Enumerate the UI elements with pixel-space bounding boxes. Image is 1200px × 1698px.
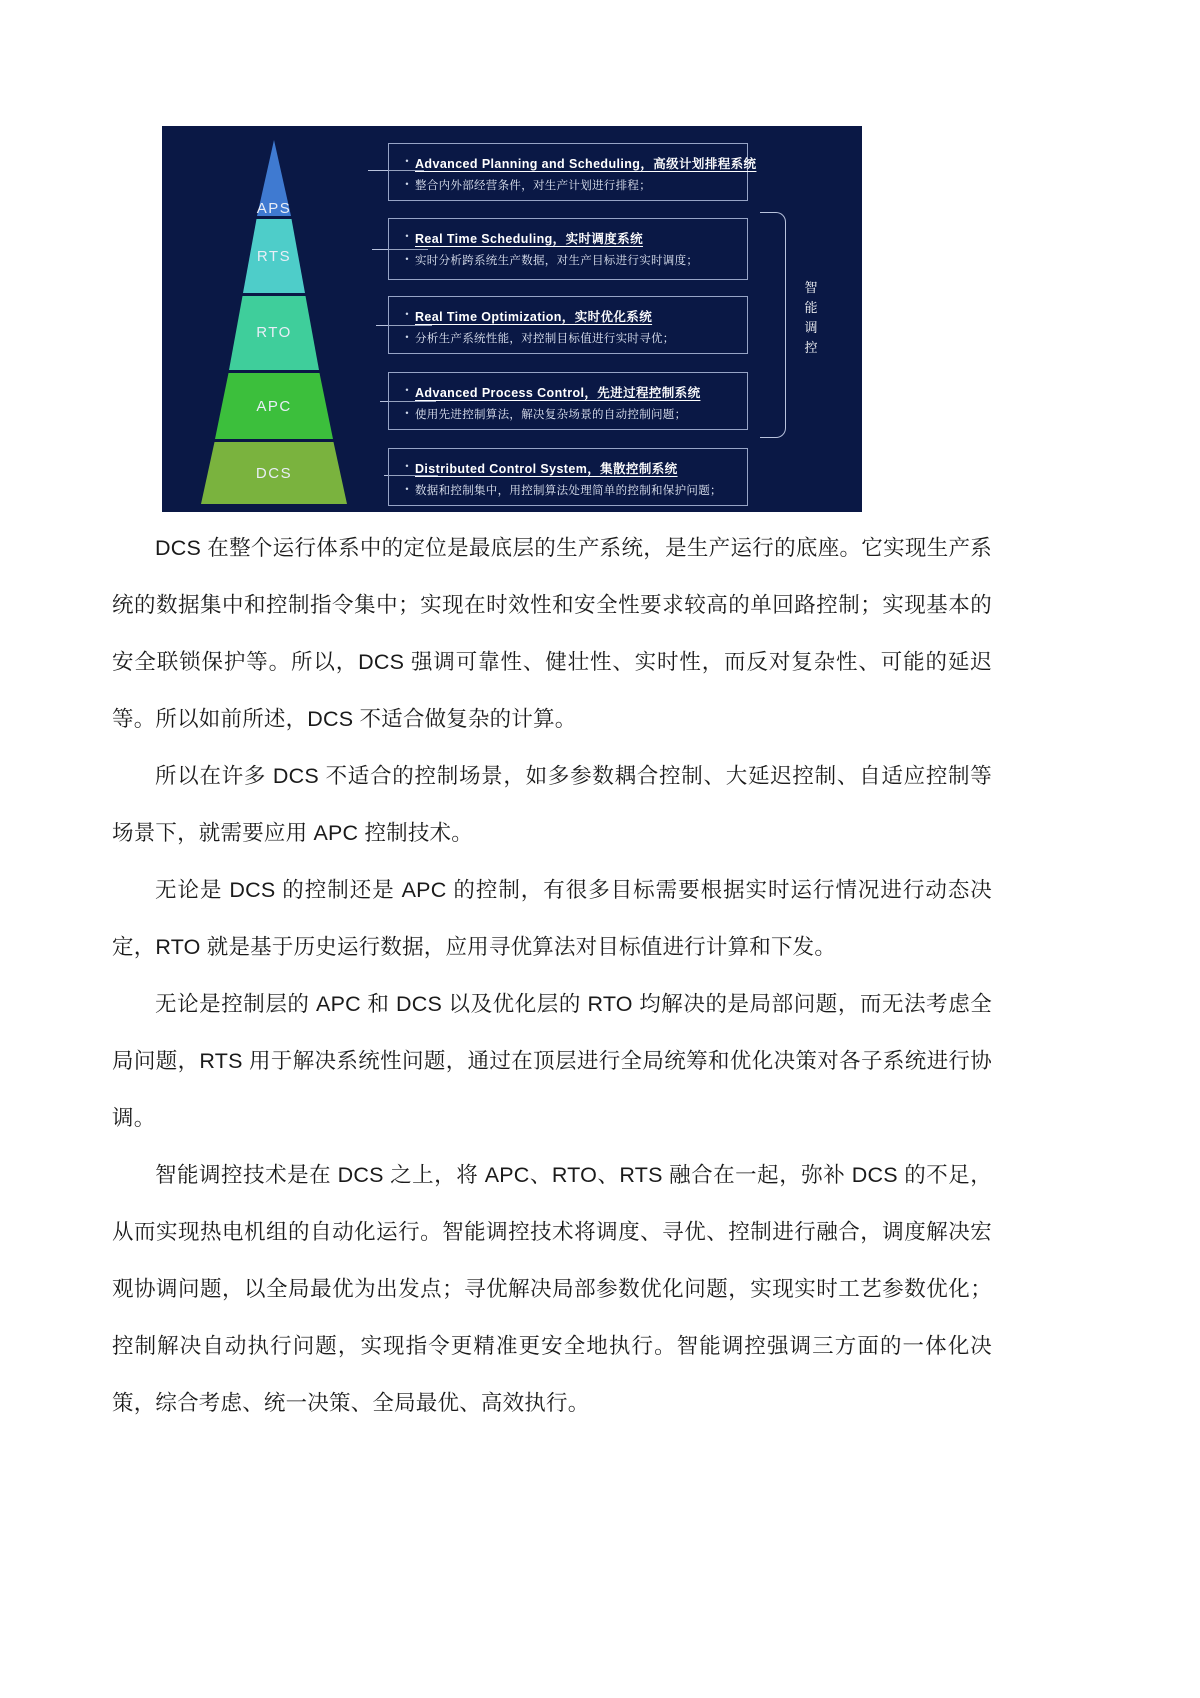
- bullet-icon: •: [405, 484, 409, 494]
- bullet-icon: •: [405, 332, 409, 342]
- pyramid-label-rts: RTS: [256, 248, 292, 265]
- callout-box-dcs: [388, 448, 748, 506]
- callout-description: 分析生产系统性能，对控制目标值进行实时寻优；: [415, 333, 675, 345]
- callout-desc-row: [399, 330, 737, 346]
- pyramid-graphic: [174, 134, 374, 506]
- pyramid-label-aps: APS: [256, 200, 292, 217]
- callout-desc-row: [399, 406, 737, 422]
- pyramid-tier-dcs: [201, 442, 347, 504]
- callout-desc-row: [399, 482, 737, 498]
- callout-description: 数据和控制集中，用控制算法处理简单的控制和保护问题；: [415, 485, 722, 497]
- bullet-icon: •: [405, 385, 409, 395]
- pyramid-label-dcs: DCS: [255, 465, 293, 482]
- callout-description: 整合内外部经营条件，对生产计划进行排程；: [415, 180, 651, 192]
- callout-title-row: [399, 383, 737, 401]
- bullet-icon: •: [405, 408, 409, 418]
- paragraph-5: 智能调控技术是在 DCS 之上，将 APC、RTO、RTS 融合在一起，弥补 DCS 的不足，从而实现热电机组的自动化运行。智能调控技术将调度、寻优、控制进行融合，调度解决宏观协调问题，以全局最优为出发点；寻优解决局部参数优化问题，实现实时工艺参数优化；控制解决自动执行问题，实现指令更精准更安全地执行。智能调控强调三方面的一体化决策，综合考虑、统一决策、全局最优、高效执行。: [112, 1163, 992, 1415]
- callout-title-row: [399, 229, 737, 247]
- callout-description: 使用先进控制算法，解决复杂场景的自动控制问题；: [415, 409, 687, 421]
- bullet-icon: •: [405, 231, 409, 241]
- pyramid-tier-rts: [243, 219, 305, 293]
- callout-description: 实时分析跨系统生产数据，对生产目标进行实时调度；: [415, 255, 699, 267]
- bullet-icon: •: [405, 461, 409, 471]
- callout-title-row: [399, 154, 757, 172]
- callout-box-rto: [388, 296, 748, 354]
- bullet-icon: •: [405, 254, 409, 264]
- callout-title-row: [399, 307, 737, 325]
- article-body: [112, 520, 992, 1432]
- callout-box-apc: [388, 372, 748, 430]
- paragraph-1: DCS 在整个运行体系中的定位是最底层的生产系统，是生产运行的底座。它实现生产系统的数据集中和控制指令集中；实现在时效性和安全性要求较高的单回路控制；实现基本的安全联锁保护等。所以，DCS 强调可靠性、健壮性、实时性，而反对复杂性、可能的延迟等。所以如前所述，DCS 不适合做复杂的计算。: [112, 536, 992, 731]
- callout-box-aps: [388, 143, 757, 201]
- bullet-icon: •: [405, 309, 409, 319]
- callout-desc-row: [399, 252, 737, 268]
- group-caption: [800, 278, 822, 358]
- pyramid-tier-aps: [257, 140, 291, 216]
- callout-title: Advanced Process Control，先进过程控制系统: [415, 386, 701, 400]
- pyramid-figure: [162, 126, 862, 512]
- group-caption-text: 智 能 调 控: [804, 280, 818, 355]
- callout-title: Advanced Planning and Scheduling，高级计划排程系统: [415, 157, 757, 171]
- callout-desc-row: [399, 177, 737, 193]
- pyramid-tier-rto: [229, 296, 319, 370]
- callout-box-rts: [388, 218, 748, 280]
- callout-title: Real Time Optimization，实时优化系统: [415, 310, 653, 324]
- bullet-icon: •: [405, 179, 409, 189]
- pyramid-label-apc: APC: [256, 398, 292, 415]
- group-brace: [760, 212, 786, 438]
- callout-title: Real Time Scheduling，实时调度系统: [415, 232, 643, 246]
- paragraph-2: 所以在许多 DCS 不适合的控制场景，如多参数耦合控制、大延迟控制、自适应控制等场景下，就需要应用 APC 控制技术。: [112, 764, 992, 845]
- bullet-icon: •: [405, 156, 409, 166]
- pyramid-tier-apc: [215, 373, 333, 439]
- callout-title-row: [399, 459, 737, 477]
- pyramid-label-rto: RTO: [256, 324, 292, 341]
- paragraph-4: 无论是控制层的 APC 和 DCS 以及优化层的 RTO 均解决的是局部问题，而无法考虑全局问题，RTS 用于解决系统性问题，通过在顶层进行全局统筹和优化决策对各子系统进行协调。: [112, 992, 992, 1130]
- callout-title: Distributed Control System，集散控制系统: [415, 462, 678, 476]
- paragraph-3: 无论是 DCS 的控制还是 APC 的控制，有很多目标需要根据实时运行情况进行动态决定，RTO 就是基于历史运行数据，应用寻优算法对目标值进行计算和下发。: [112, 878, 992, 959]
- pyramid-svg: [174, 134, 374, 506]
